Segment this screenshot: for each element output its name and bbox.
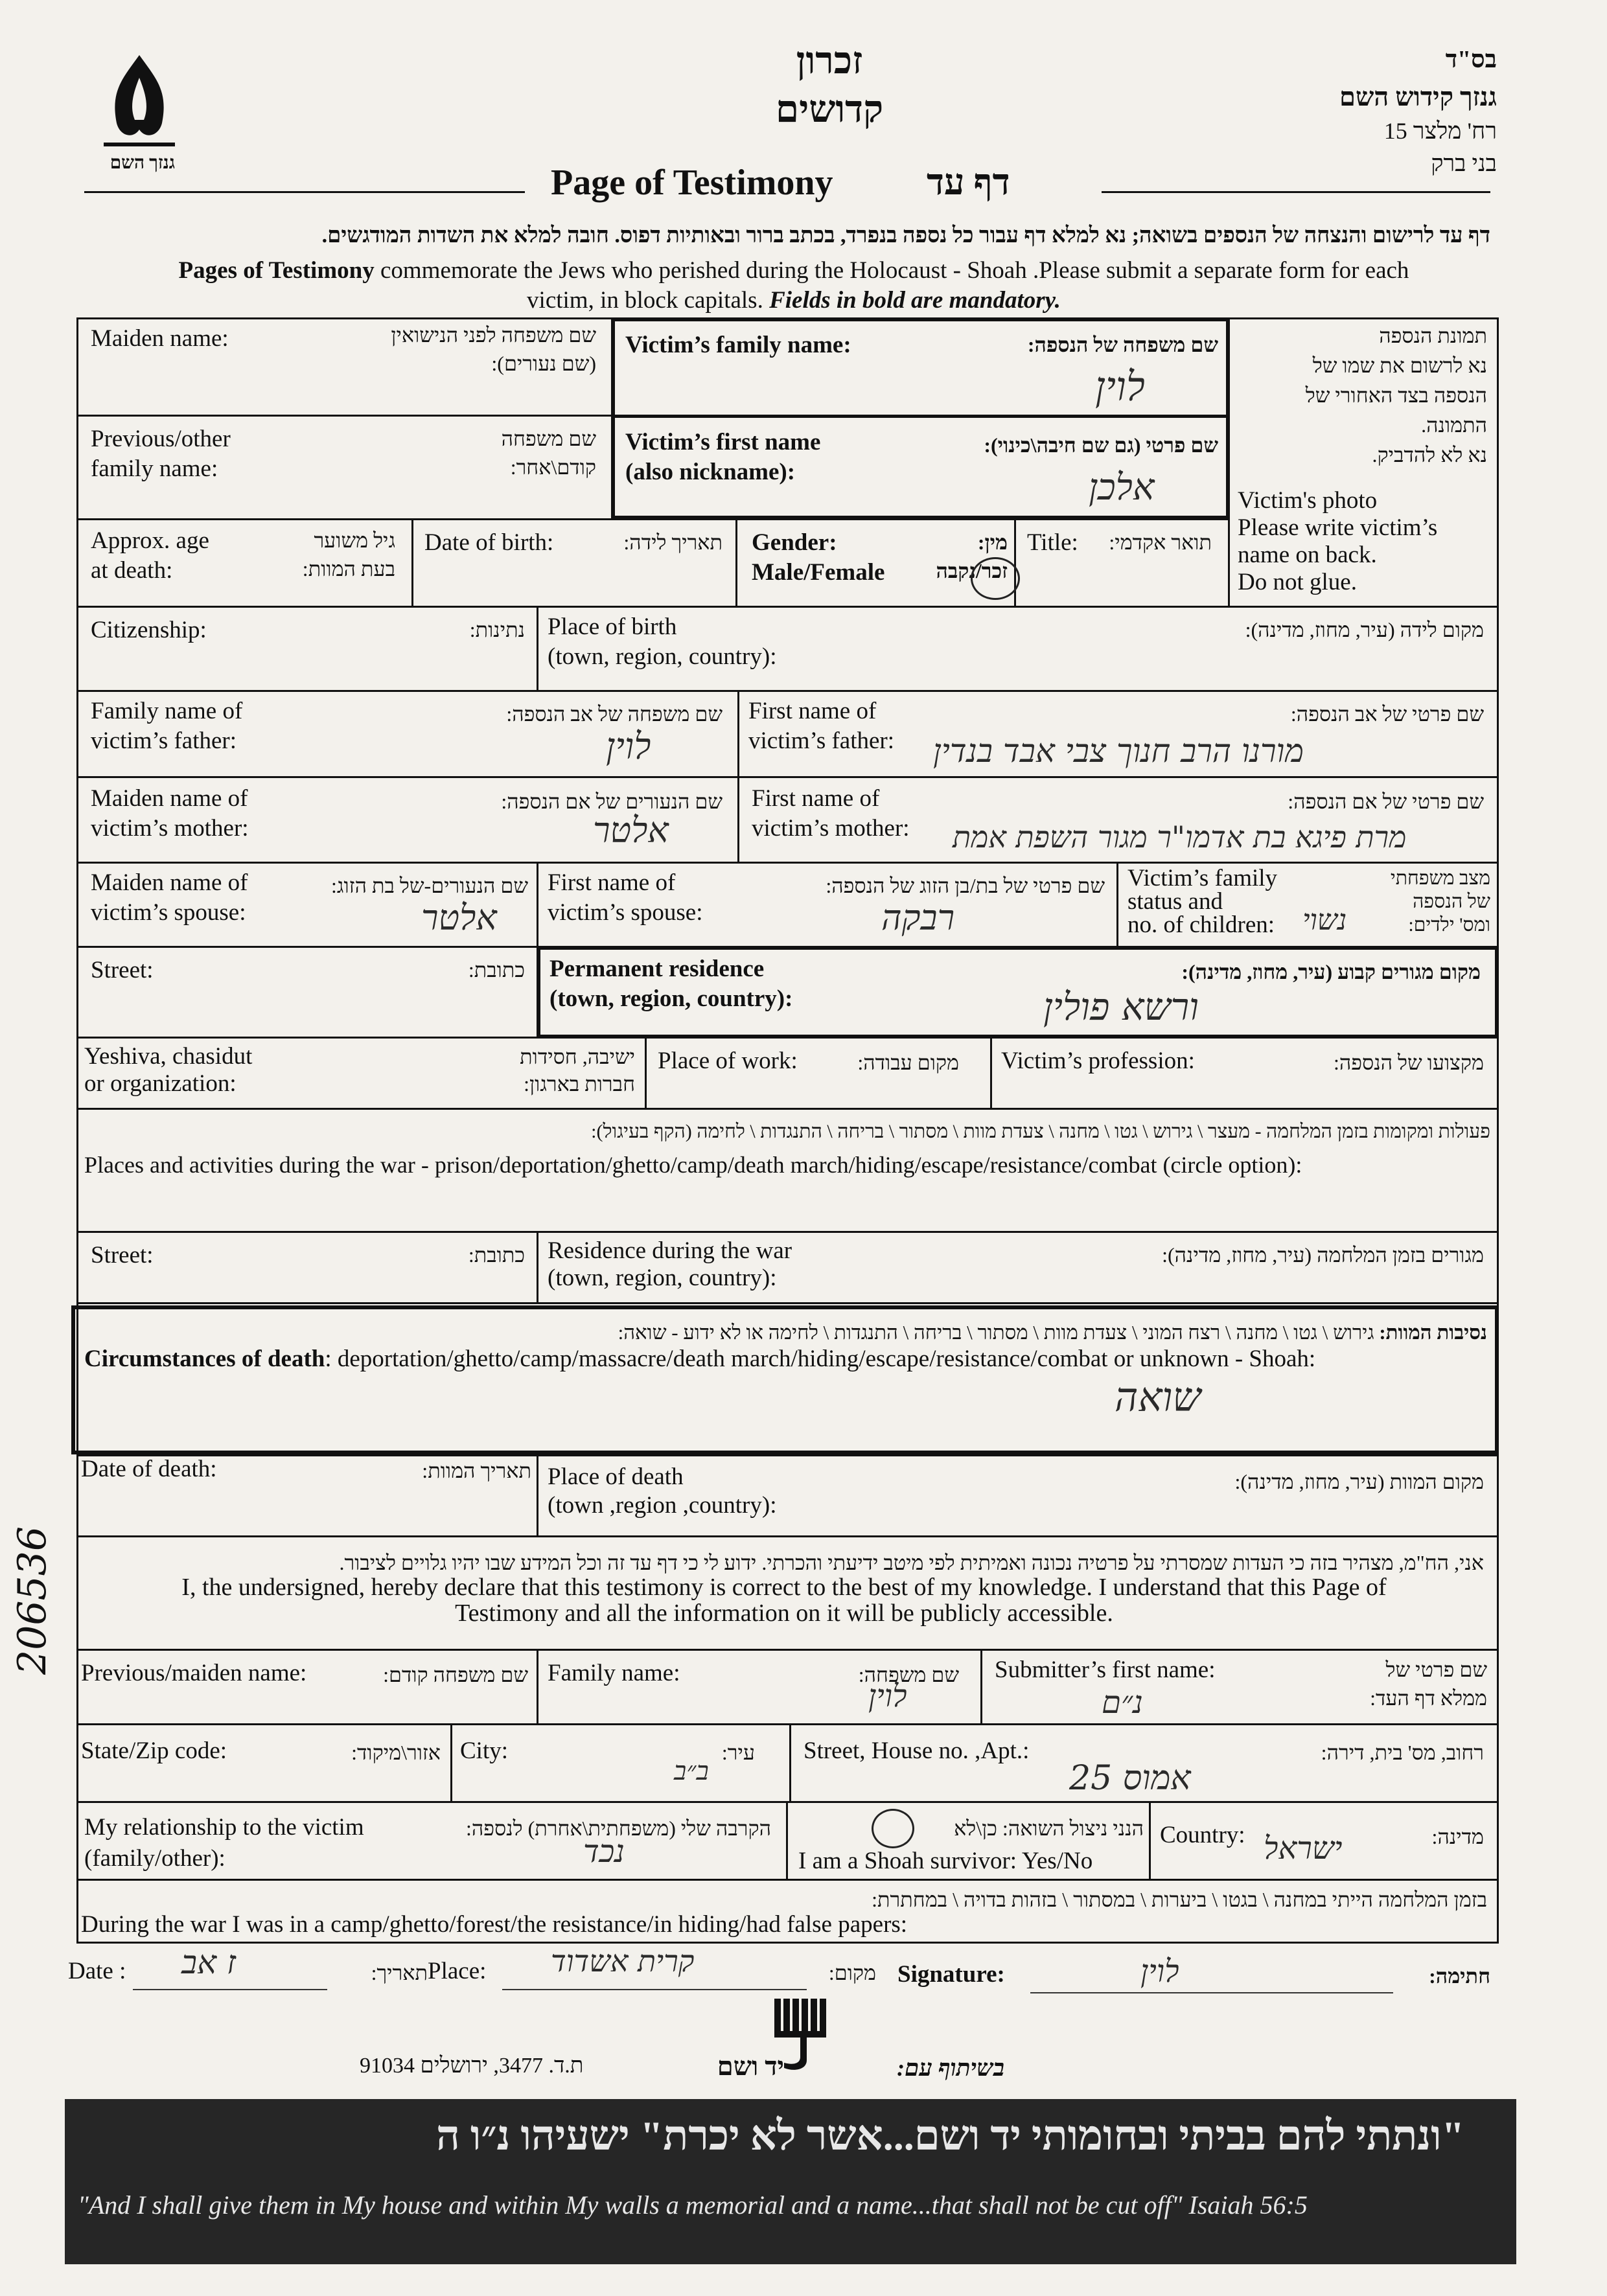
col-line [1014,518,1016,606]
country-label-he: מדינה: [1431,1825,1484,1848]
victim-first-name-label [625,428,820,487]
father-family-name-label-he: שם משפחה של אב הנספה: [506,702,723,726]
photo-he-line: נא לרשום את שמו של [1312,354,1487,377]
signature-value[interactable]: לוין [1140,1953,1179,1990]
place-of-work-label: Place of work: [658,1048,798,1074]
col-line [789,1723,791,1801]
submitter-street-label: Street, House no. ,Apt.: [804,1738,1030,1764]
submitter-street-value[interactable]: אמוס 25 [1069,1759,1191,1798]
page-title: Page of Testimony [551,163,833,203]
family-status-value[interactable]: נשוי [1302,904,1347,937]
during-war-label: During the war I was in a camp/ghetto/forest/the resistance/in hiding/had false papers: [81,1911,908,1938]
father-family-line: victim’s father: [91,728,237,754]
intro-english [97,256,1490,316]
father-first-name-label-he: שם פרטי של אב הנספה: [1290,702,1484,726]
circumstances-value[interactable]: שואה [1115,1373,1201,1421]
country-value[interactable]: ישראל [1264,1830,1343,1866]
dob-label: Date of birth: [424,529,554,556]
yeshiva-he-line: ישיבה, חסידות [520,1045,635,1068]
intro-text-2: victim, in block capitals. [527,287,770,314]
father-family-name-label [91,696,242,756]
place-of-death-label [548,1463,776,1520]
banner-english: "And I shall give them in My house and within My walls a memorial and a name...that shall not be cut off" Isaiah 56:5 [78,2190,1308,2220]
row-line [76,690,1499,692]
submitter-first-name-value[interactable]: נ״ם [1102,1684,1143,1721]
circumstances-he-text: גירוש \ גטו \ מחנה \ רצח המוני \ צעדת מוות \ מסתור \ בריחה \ התנגדות \ לחימה או לא ידוע - שואה: [618,1321,1380,1344]
profession-label: Victim’s profession: [1001,1048,1195,1074]
place-value[interactable]: קרית אשדוד [551,1944,695,1979]
title-label: Title: [1027,529,1078,556]
banner-hebrew: "ונתתי להם בביתי ובחומותי יד ושם...אשר לא יכרת" ישעיהו נ״ו ה [436,2113,1464,2159]
war-street-label-he: כתובת: [468,1243,525,1267]
status-he-line: מצב משפחתי [1390,867,1490,889]
city-label: City: [460,1738,509,1764]
status-he-line: של הנספה [1413,891,1490,912]
row-line [76,1942,1499,1944]
address-line: גנזך קידוש השם [1339,82,1497,111]
col-line [537,606,538,690]
circumstances-he-bold: נסיבות המוות: [1379,1321,1487,1344]
war-res-line: (town, region, country): [548,1265,777,1291]
gender-line: Gender: [752,529,837,556]
survivor-label-he: הנני ניצול השואה: כן\לא [954,1817,1144,1840]
country-label: Country: [1160,1822,1245,1848]
status-line: status and [1127,888,1223,915]
form-border-left [76,317,78,1944]
col-line [450,1723,452,1801]
circumstances-label [84,1344,1315,1374]
spouse-first-line: victim’s spouse: [548,899,703,926]
pob-line: (town, region, country): [548,643,777,670]
zip-label-he: אזור\מיקוד: [351,1741,441,1764]
signature-label: Signature: [897,1961,1005,1988]
col-line [737,690,739,862]
mother-maiden-line: Maiden name of [91,785,248,812]
col-line [990,1037,992,1108]
yad-vashem-name: יד ושם [717,2052,784,2081]
row-line [76,1535,1499,1537]
previous-name-he-line: קודם\אחר: [510,455,596,479]
perm-line: (town, region, country): [549,985,793,1012]
row-line [76,776,1499,778]
date-of-death-label-he: תאריך המוות: [422,1459,531,1482]
yeshiva-line: Yeshiva, chasidut [84,1043,253,1070]
gender-male-circle[interactable] [971,557,1020,600]
col-line [735,518,737,606]
col-line [786,1801,788,1879]
previous-name-label [91,424,231,484]
address-line: רח' מלצר 15 [1383,118,1497,144]
row-line [76,1879,1499,1881]
previous-name-he-line: שם משפחה [501,427,596,450]
status-line: no. of children: [1127,912,1275,938]
place-death-line: Place of death [548,1464,684,1490]
row-line [76,862,1499,864]
gender-he-line: מין: [977,531,1008,554]
col-line [645,1037,647,1108]
circumstances-text: : deportation/ghetto/camp/massacre/death march/hiding/escape/resistance/combat or unknown - Shoah: [325,1346,1316,1372]
city-label-he: עיר: [721,1741,755,1764]
date-of-death-label: Date of death: [81,1456,217,1482]
intro-text-1: commemorate the Jews who perished during the Holocaust - Shoah .Please submit a separate form for each [374,257,1409,284]
row-line [76,1231,1499,1233]
spouse-maiden-line: victim’s spouse: [91,899,246,926]
spouse-maiden-line: Maiden name of [91,869,248,896]
spouse-maiden-name-label [91,868,248,928]
photo-en-line: Do not glue. [1238,569,1357,595]
father-first-line: victim’s father: [748,728,895,754]
row-line [76,1108,1499,1110]
spouse-maiden-name-value[interactable]: אלטר [421,897,497,938]
partner-label-he: בשיתוף עם: [897,2055,1004,2081]
relationship-label-he: הקרבה שלי (משפחתית\אחרת) לנספה: [465,1817,771,1840]
pob-line: Place of birth [548,614,677,640]
col-line [411,518,413,606]
zichron-kedoshim [732,39,927,131]
submitter-first-name-label: Submitter’s first name: [995,1657,1216,1683]
war-places-label-he: פעולות ומקומות בזמן המלחמה - מעצר \ גירוש \ גטו \ מחנה \ צעדת מוות \ מסתור \ בריחה \ התנגדות \ לחימה (הקף בעיגול): [591,1121,1490,1142]
date-label-he: תאריך: [371,1961,428,1984]
row-line [76,1649,1499,1651]
col-line [1149,1801,1151,1879]
victim-first-name-label-he: שם פרטי (גם שם חיבה\כינוי): [984,433,1218,457]
logo [97,52,181,175]
col-line [980,1649,982,1723]
citizenship-label: Citizenship: [91,617,207,643]
photo-he-line: נא לא להדביק. [1372,443,1487,466]
rel-line: (family/other): [84,1845,225,1872]
col-line [537,862,538,946]
mother-maiden-name-label [91,784,249,844]
address-line: בני ברק [1431,150,1497,176]
father-first-name-label [748,696,894,756]
margin-number: 206536 [10,1526,55,1675]
zichron-text: זכרון [796,40,863,82]
relationship-value[interactable]: נכד [583,1833,625,1870]
place-of-work-label-he: מקום עבודה: [857,1051,959,1074]
perm-line: Permanent residence [549,956,765,982]
war-res-line: Residence during the war [548,1237,792,1264]
maiden-name-he-line: (שם נעורים): [491,352,596,375]
photo-en-line: Please write victim’s [1238,514,1438,541]
relationship-label [84,1812,364,1874]
age-label [91,526,209,586]
photo-he-line: התמונה. [1421,413,1487,437]
status-line: Victim’s family [1127,865,1278,891]
declaration-en [84,1574,1484,1626]
mother-first-line: First name of [752,785,880,812]
war-places-label: Places and activities during the war - prison/deportation/ghetto/camp/death march/hiding/escape/resistance/combat (circle option): [84,1152,1302,1178]
father-first-line: First name of [748,698,877,724]
signature-line [1030,1992,1393,1993]
previous-name-label-he [502,424,596,481]
submitter-first-name-label-he [1370,1655,1487,1712]
photo-instructions-he [1306,321,1487,470]
yeshiva-label-he [520,1043,635,1097]
profession-label-he: מקצועו של הנספה: [1333,1051,1484,1074]
age-label-he [303,526,395,583]
submitter-prev-name-label-he: שם משפחה קודם: [383,1663,528,1686]
survivor-no-circle[interactable] [872,1809,914,1848]
city-value[interactable]: ב״ב [674,1756,709,1786]
place-line [502,1989,807,1990]
maiden-name-label: Maiden name: [91,325,229,352]
spouse-first-name-label-he: שם פרטי של בת/בן הזוג של הנספה: [826,874,1105,897]
submitter-family-name-value[interactable]: לוין [868,1678,907,1714]
family-status-label [1127,867,1277,937]
col-line [537,1454,538,1535]
declaration-he: אני, הח"מ, מצהיר בזה כי העדות שמסרתי על פרטיה נכונה ואמיתית לפי מיטב ידיעתי והכרתי. ידוע לי כי דף עד זה וכל המידע שבו יהיו גלויים לציבור. [339,1551,1484,1574]
photo-en-line: name on back. [1238,542,1377,568]
victim-family-name-label-he: שם משפחה של הנספה: [1027,333,1218,356]
zip-label: State/Zip code: [81,1738,227,1764]
row-line [76,415,611,417]
during-war-label-he: בזמן המלחמה הייתי במחנה \ בגטו \ ביערות \ במסתור \ בזהות בדויה \ במחתרת: [872,1888,1487,1911]
mother-maiden-line: victim’s mother: [91,815,249,842]
submitter-street-label-he: רחוב, מס' בית, דירה: [1321,1741,1484,1764]
victim-first-name-value[interactable]: אלכן [1089,466,1155,509]
mother-maiden-name-label-he: שם הנעורים של אם הנספה: [501,790,723,813]
title-label-he: תואר אקדמי: [1109,531,1212,554]
submitter-first-he-line: ממלא דף העד: [1370,1686,1487,1710]
rel-line: My relationship to the victim [84,1814,364,1841]
mother-first-name-label [752,784,910,844]
gender-he-line: זכר/נקבה [936,559,1008,582]
declaration-line: I, the undersigned, hereby declare that this testimony is correct to the best of my knowledge. I understand that this Page of [181,1574,1387,1601]
spouse-first-line: First name of [548,869,676,896]
father-family-name-value[interactable]: לוין [606,726,651,768]
gender-line: Male/Female [752,559,885,586]
place-of-birth-label-he: מקום לידה (עיר, מחוז, מדינה): [1245,618,1484,641]
age-he-line: בעת המוות: [302,557,395,580]
family-status-label-he [1391,867,1490,937]
status-he-line: ומס' ילדים: [1408,914,1490,936]
scripture-banner [65,2099,1516,2264]
intro-hebrew: דף עד לרישום והנצחה של הנספים בשואה; נא למלא דף עבור כל נספה בנפרד, בכתב ברור ובאותיות דפוס. חובה למלא את השדות המודגשים. [321,224,1490,247]
submitter-family-name-label-he: שם משפחה: [858,1663,959,1686]
first-name-line: Victim’s first name [625,429,821,455]
dob-label-he: תאריך לידה: [623,531,723,554]
age-line: at death: [91,557,173,584]
footer-address: ת.ד. 3477, ירושלים 91034 [360,2054,584,2078]
mother-maiden-name-value[interactable]: אלטר [593,810,669,851]
spouse-first-name-label [548,868,702,928]
war-residence-label [548,1237,792,1292]
mother-first-line: victim’s mother: [752,815,910,842]
mother-first-name-value[interactable]: מרת פיגא בת אדמו"ר מגור השפת אמת [953,820,1407,855]
maiden-name-label-he [391,321,596,378]
submitter-family-name-label: Family name: [548,1660,680,1686]
permanent-residence-value[interactable]: ורשא פולין [1043,985,1199,1029]
permanent-residence-label [549,954,792,1014]
yeshiva-line: or organization: [84,1070,237,1097]
col-line [1116,862,1118,946]
row-line [76,606,1499,608]
yeshiva-he-line: חברות בארגון: [524,1072,635,1096]
page-title-hebrew: דף עד [927,163,1010,203]
spouse-first-name-value[interactable]: רבקה [881,897,955,938]
citizenship-label-he: נתינות: [469,618,525,641]
place-label: Place: [428,1958,487,1984]
victim-family-name-label: Victim’s family name: [625,332,851,358]
date-label: Date : [68,1958,126,1984]
first-name-line: (also nickname): [625,459,796,485]
previous-name-line: family name: [91,455,218,482]
victim-family-name-value[interactable]: לוין [1095,363,1145,410]
header-rule-left [84,191,525,193]
photo-instructions-en [1238,487,1437,596]
submitter-first-he-line: שם פרטי של [1385,1658,1487,1681]
intro-mandatory: Fields in bold are mandatory. [769,287,1061,314]
previous-name-line: Previous/other [91,426,231,452]
declaration-line: Testimony and all the information on it will be publicly accessible. [455,1600,1113,1627]
header-rule-right [1102,191,1490,193]
war-street-label: Street: [91,1242,154,1269]
place-label-he: מקום: [828,1961,876,1984]
address-line: בס"ד [1445,46,1497,73]
photo-he-line: תמונת הנספה [1379,324,1487,347]
logo-text: גנזך השם [110,153,175,173]
place-of-death-label-he: מקום המוות (עיר, מחוז, מדינה): [1234,1470,1484,1493]
mother-first-name-label-he: שם פרטי של אם הנספה: [1288,790,1484,813]
place-death-line: (town ,region ,country): [548,1492,777,1519]
col-line [537,1231,538,1302]
gender-label [752,528,884,588]
photo-en-line: Victim's photo [1238,487,1378,514]
survivor-label: I am a Shoah survivor: Yes/No [798,1848,1093,1874]
row-line [76,1454,1499,1456]
place-of-birth-label [548,612,776,672]
street-label: Street: [91,957,154,983]
col-line [537,1649,538,1723]
victim-name-divider [611,415,1230,418]
date-line [133,1989,327,1990]
age-line: Approx. age [91,527,209,554]
form-border-right [1497,317,1499,1944]
signature-label-he: חתימה: [1429,1964,1490,1988]
father-first-name-value[interactable]: מורנו הרב חנוך צבי אבד בנדין [933,732,1304,770]
permanent-residence-label-he: מקום מגורים קבוע (עיר, מחוז, מדינה): [1181,960,1481,983]
date-value[interactable]: ז אב [181,1944,236,1981]
row-line [76,1723,1499,1725]
row-line [76,1302,1499,1304]
top-right-address [1238,45,1497,177]
street-label-he: כתובת: [468,958,525,982]
circumstances-label-he [618,1318,1487,1347]
submitter-prev-name-label: Previous/maiden name: [81,1660,307,1686]
father-family-line: Family name of [91,698,243,724]
war-residence-label-he: מגורים בזמן המלחמה (עיר, מחוז, מדינה): [1162,1243,1484,1267]
photo-he-line: הנספה בצד האחורי של [1305,384,1487,407]
kedoshim-text: קדושים [775,88,884,130]
circumstances-bold: Circumstances of death [84,1346,325,1372]
intro-bold: Pages of Testimony [178,257,375,284]
maiden-name-he-line: שם משפחה לפני הנישואין [391,323,596,347]
spouse-maiden-name-label-he: שם הנעורים-של בת הזוג: [331,874,528,897]
age-he-line: גיל משוער [314,529,395,552]
yeshiva-label [84,1043,252,1097]
